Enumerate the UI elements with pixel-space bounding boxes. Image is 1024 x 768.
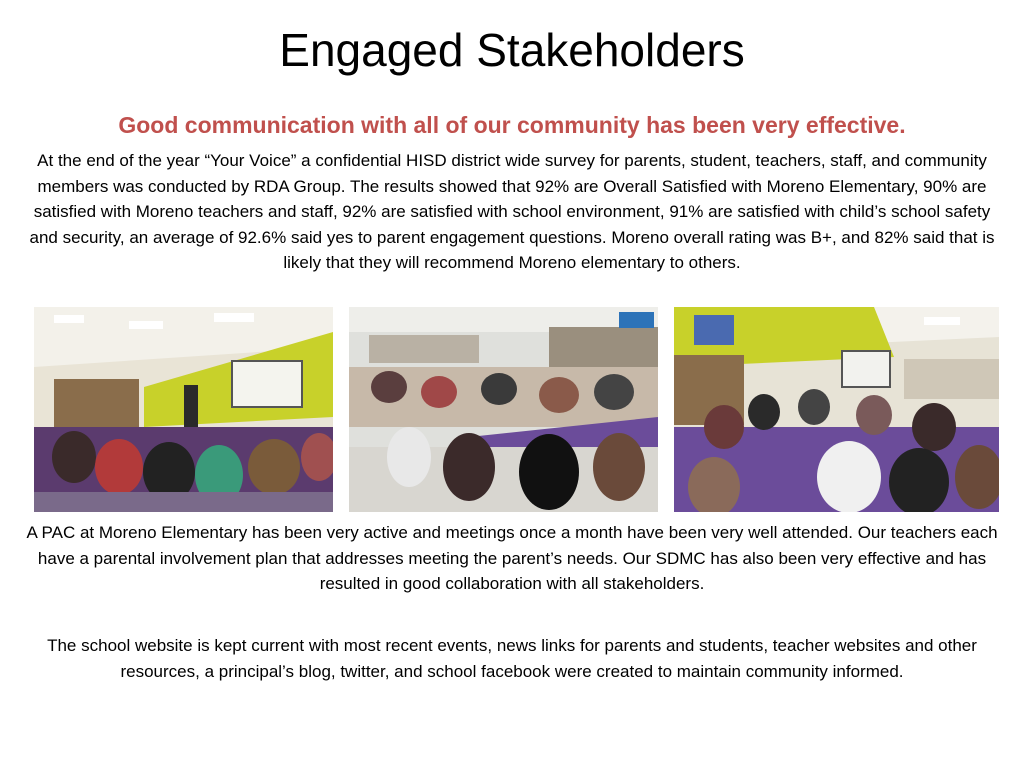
- meeting-photo-2: [349, 307, 658, 512]
- slide-subtitle: Good communication with all of our community has been very effective.: [118, 112, 906, 138]
- pac-paragraph: A PAC at Moreno Elementary has been very active and meetings once a month have been very well attended. Our teachers each have a parental involvement plan that addresses meeting the parent’s needs. Our SDMC has also been very effective and has resulted in good collaboration with all stakeholders.: [26, 523, 998, 593]
- survey-paragraph: At the end of the year “Your Voice” a confidential HISD district wide survey for parents, student, teachers, staff, and community members was conducted by RDA Group. The results showed that 92% are Overall Satisfied with Moreno Elementary, 90% are satisfied with Moreno teachers and staff, 92% are satisfied with school environment, 91% are satisfied with child’s school safety and security, an average of 92.6% said yes to parent engagement questions. Moreno overall rating was B+, and 82% said that is likely that they will recommend Moreno elementary to others.: [29, 151, 995, 272]
- slide-title: Engaged Stakeholders: [279, 24, 745, 76]
- meeting-photo-3: [674, 307, 999, 512]
- website-paragraph: The school website is kept current with most recent events, news links for parents and students, teacher websites and other resources, a principal’s blog, twitter, and school facebook were created to maintain community informed.: [47, 636, 977, 681]
- meeting-photo-1: [34, 307, 333, 512]
